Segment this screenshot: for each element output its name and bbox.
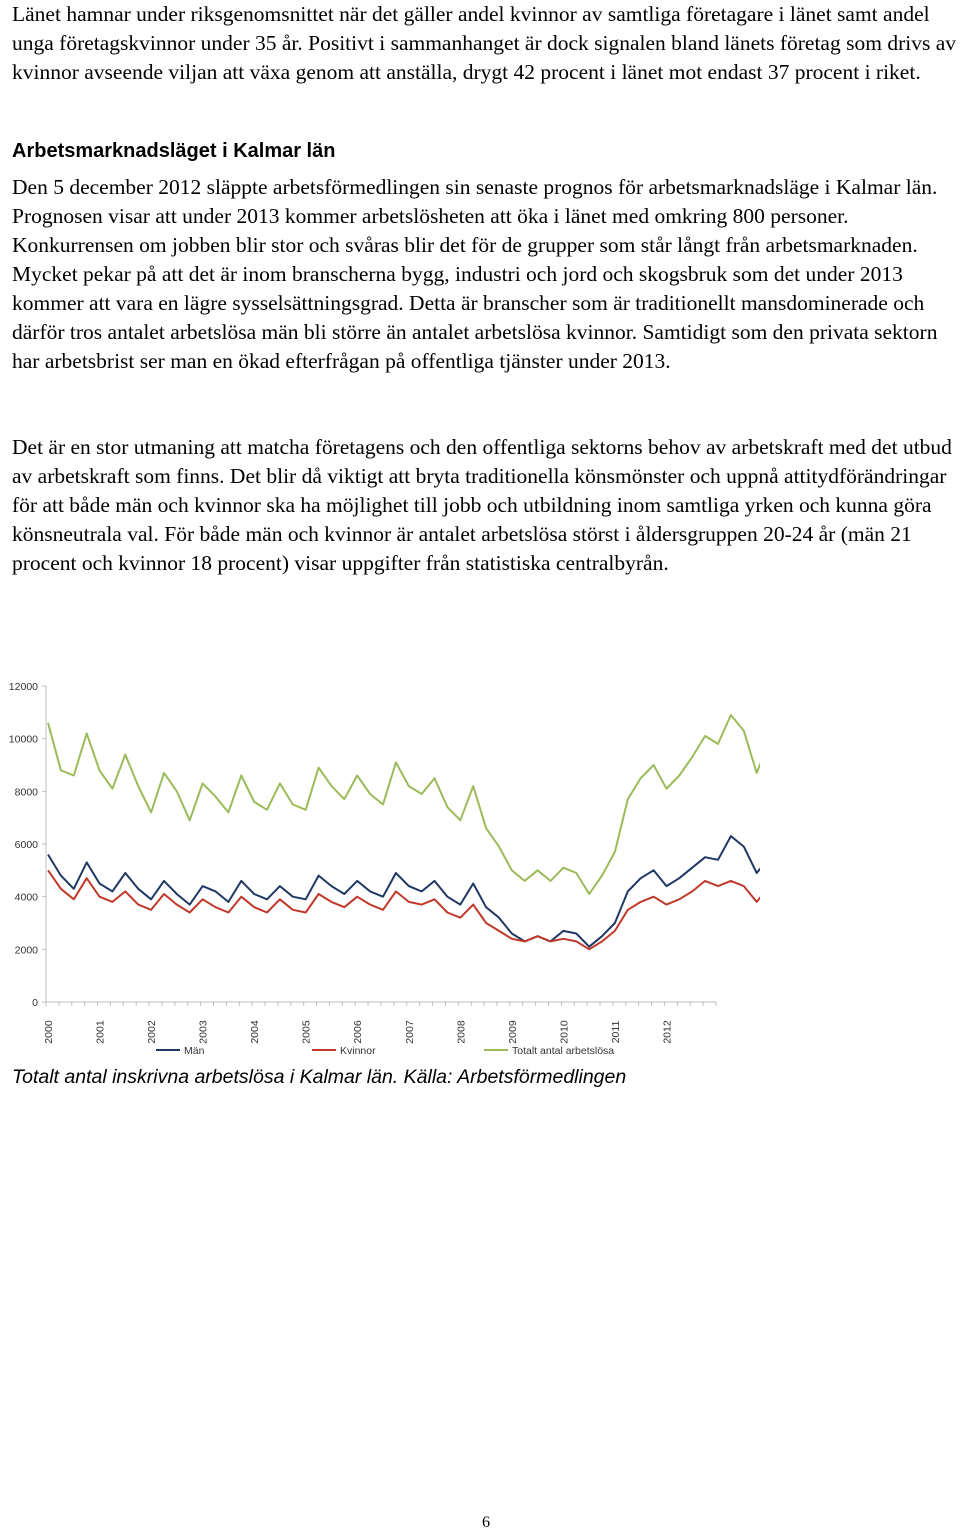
y-tick-label: 6000: [14, 839, 38, 851]
legend-label: Män: [184, 1045, 205, 1057]
y-tick-label: 8000: [14, 786, 38, 799]
y-tick-label: 2000: [14, 944, 38, 957]
x-tick-label: 2007: [403, 1020, 416, 1044]
series-line: [48, 715, 760, 894]
x-tick-label: 2003: [197, 1020, 210, 1044]
challenge-paragraph: Det är en stor utmaning att matcha företagens och den offentliga sektorns behov av arbetskraft med det utbud av arbetskraft som finns. Det blir då viktigt att bryta traditionella könsmönster och uppnå attitydförändringar för att både män och kvinnor ska ha möjlighet till jobb och utbildning inom samtliga yrken och kunna göra könsneutrala val. För både män och kvinnor är antalet arbetslösa störst i åldersgruppen 20-24 år (män 21 procent och kvinnor 18 procent) visar uppgifter från statistiska centralbyrån.: [12, 435, 952, 575]
series-line: [48, 836, 760, 947]
x-tick-label: 2000: [43, 1020, 55, 1044]
x-tick-label: 2006: [352, 1020, 365, 1044]
x-tick-label: 2002: [146, 1020, 159, 1044]
x-tick-label: 2012: [661, 1020, 674, 1044]
x-tick-label: 2001: [94, 1020, 107, 1044]
y-tick-label: 10000: [8, 733, 38, 746]
legend-label: Totalt antal arbetslösa: [512, 1045, 615, 1057]
x-tick-label: 2005: [300, 1020, 313, 1044]
x-tick-label: 2008: [455, 1020, 468, 1044]
section-heading: Arbetsmarknadsläget i Kalmar län: [12, 140, 336, 162]
x-tick-label: 2004: [249, 1020, 262, 1044]
y-tick-label: 12000: [8, 681, 38, 693]
y-tick-label: 4000: [14, 891, 38, 904]
y-tick-label: 0: [32, 997, 38, 1009]
x-tick-label: 2010: [558, 1020, 571, 1044]
legend-label: Kvinnor: [340, 1045, 376, 1057]
page-number: 6: [482, 1514, 490, 1531]
labour-market-paragraph: Den 5 december 2012 släppte arbetsförmedlingen sin senaste prognos för arbetsmarknadsläge i Kalmar län. Prognosen visar att under 2013 kommer arbetslösheten att öka i länet med omkring 800 personer. Konkurrensen om jobben blir stor och svåras blir det för de grupper som står långt från arbetsmarknaden. Mycket pekar på att det är inom branscherna bygg, industri och jord och skogsbruk som det under 2013 kommer att vara en lägre sysselsättningsgrad. Detta är branscher som är traditionellt mansdominerade och därför tros antalet arbetslösa män bli större än antalet arbetslösa kvinnor. Samtidigt som den privata sektorn har arbetsbrist ser man en ökad efterfrågan på offentliga tjänster under 2013.: [12, 175, 938, 373]
intro-paragraph: Länet hamnar under riksgenomsnittet när det gäller andel kvinnor av samtliga företagare i länet samt andel unga företagskvinnor under 35 år. Positivt i sammanhanget är dock signalen bland länets företag som drivs av kvinnor avseende viljan att växa genom att anställa, drygt 42 procent i länet mot endast 37 procent i riket.: [12, 2, 956, 84]
chart-caption: Totalt antal inskrivna arbetslösa i Kalmar län. Källa: Arbetsförmedlingen: [12, 1066, 627, 1088]
unemployment-line-chart: [0, 668, 760, 1068]
x-tick-label: 2009: [506, 1020, 519, 1044]
x-tick-label: 2011: [609, 1020, 622, 1044]
